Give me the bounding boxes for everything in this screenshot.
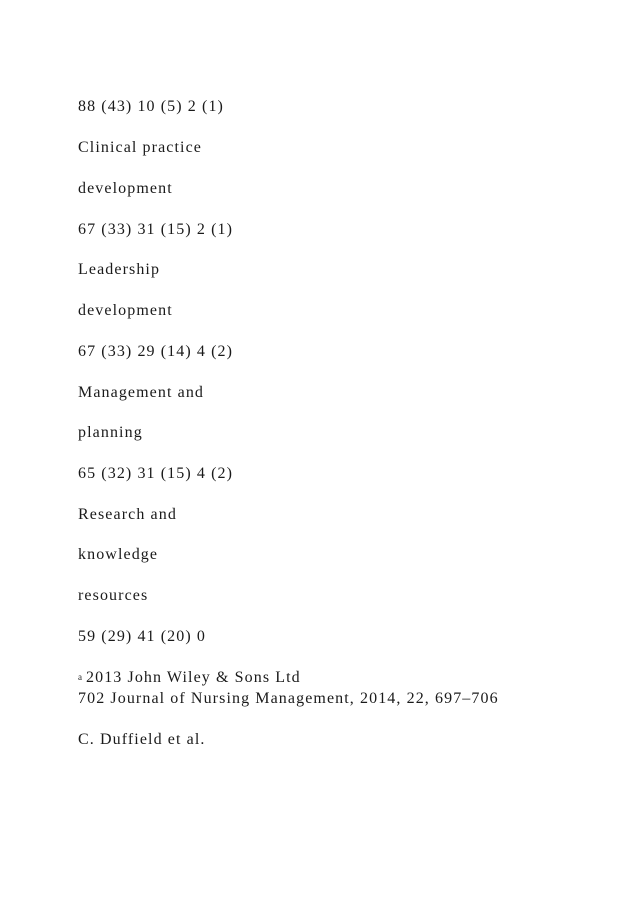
running-authors: C. Duffield et al.: [78, 731, 206, 748]
journal-citation: 702 Journal of Nursing Management, 2014, 22, 697–706: [78, 690, 499, 707]
row-label-leadership: Leadership: [78, 261, 161, 278]
row-label-planning: planning: [78, 424, 143, 441]
row-label-development: development: [78, 180, 173, 197]
table-row-values: 59 (29) 41 (20) 0: [78, 628, 207, 645]
table-row-values: 67 (33) 29 (14) 4 (2): [78, 343, 234, 360]
row-label-knowledge: knowledge: [78, 546, 159, 563]
table-row-values: 65 (32) 31 (15) 4 (2): [78, 465, 234, 482]
row-label-development: development: [78, 302, 173, 319]
table-row-values: 88 (43) 10 (5) 2 (1): [78, 98, 224, 115]
row-label-resources: resources: [78, 587, 149, 604]
copyright-mark: a: [78, 672, 82, 682]
row-label-management-and: Management and: [78, 384, 205, 401]
copyright-line: [78, 668, 301, 688]
row-label-research-and: Research and: [78, 506, 177, 523]
row-label-clinical-practice: Clinical practice: [78, 139, 202, 156]
copyright-text: 2013 John Wiley & Sons Ltd: [86, 669, 301, 686]
table-row-values: 67 (33) 31 (15) 2 (1): [78, 221, 234, 238]
